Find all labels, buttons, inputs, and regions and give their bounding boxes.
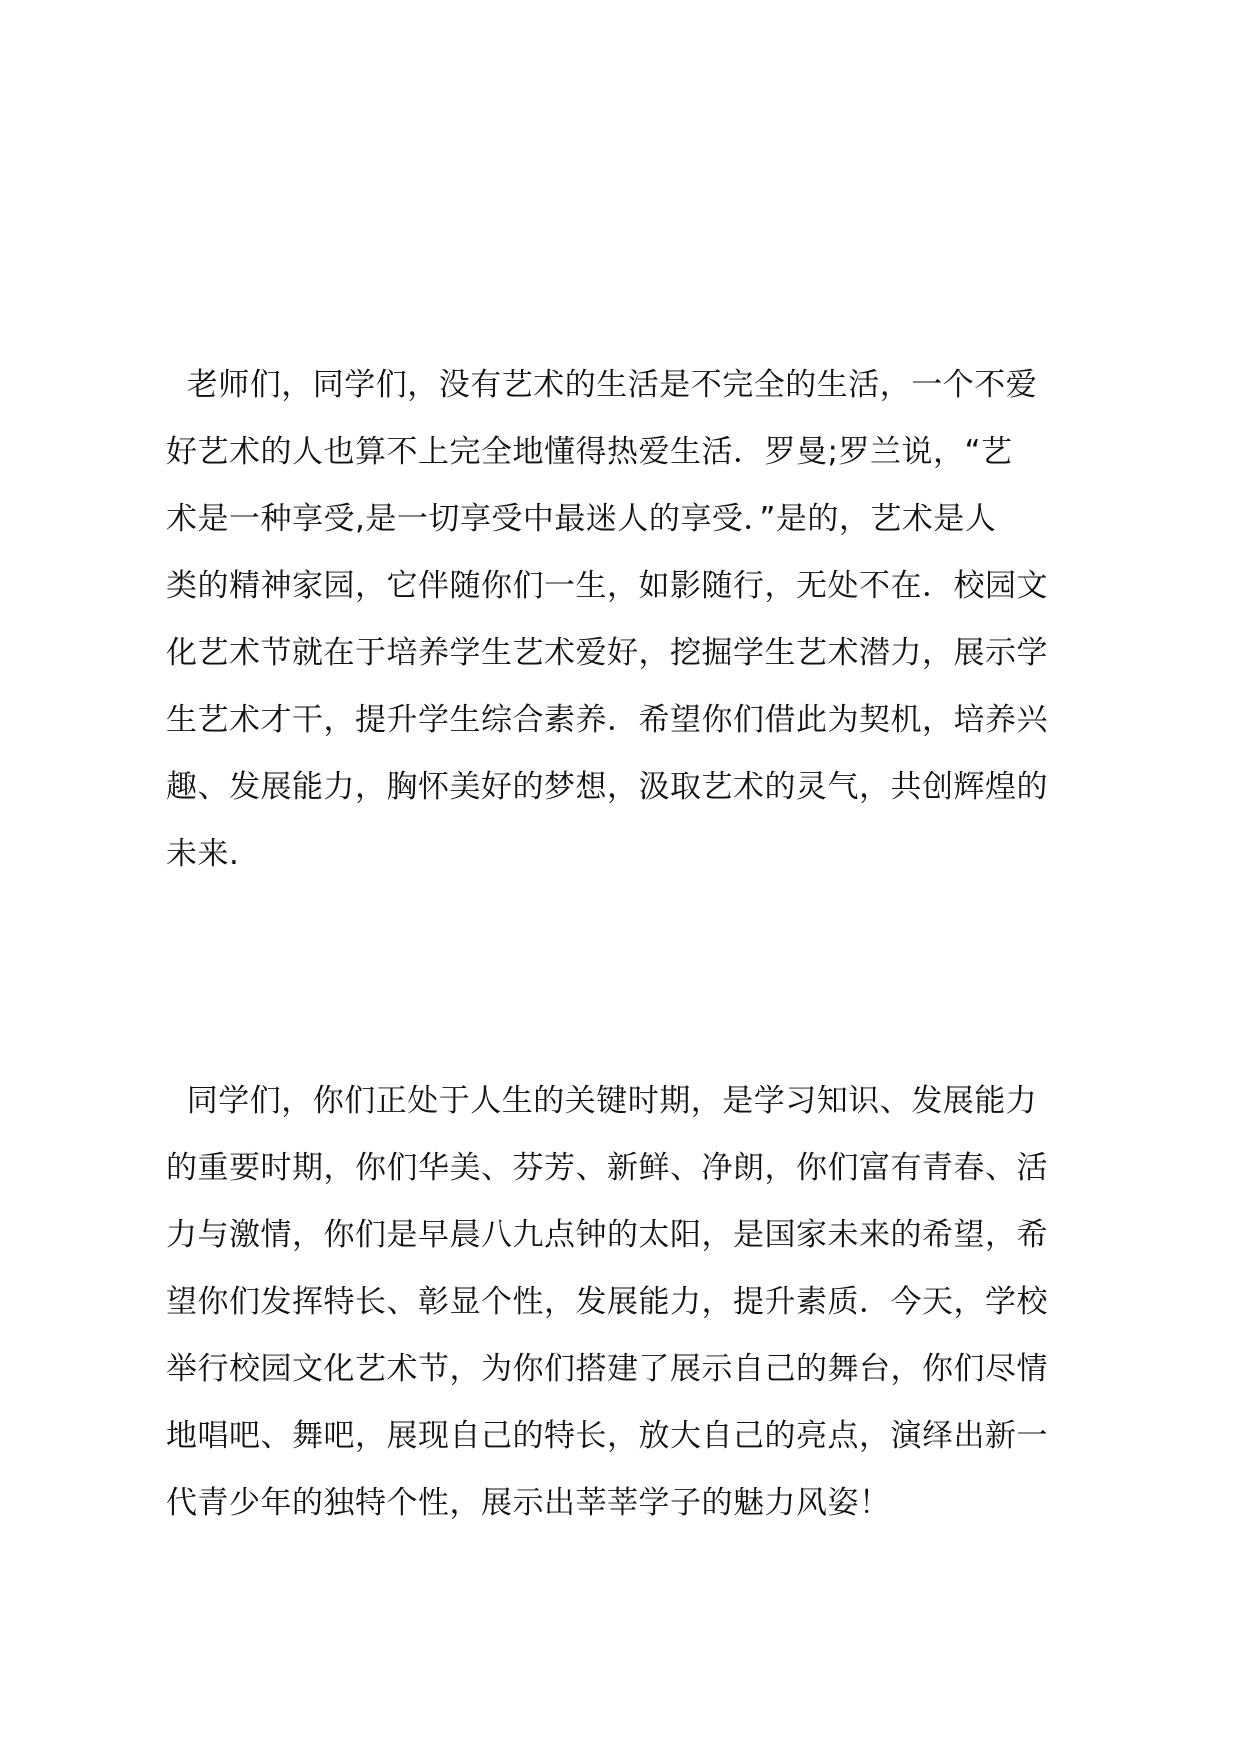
- paragraph-2-line-5: 举行校园文化艺术节，为你们搭建了展示自己的舞台，你们尽情: [166, 1351, 1048, 1387]
- paragraph-2-line-6: 地唱吧、舞吧，展现自己的特长，放大自己的亮点，演绎出新一: [166, 1418, 1048, 1454]
- paragraph-1-line-4: 类的精神家园，它伴随你们一生，如影随行，无处不在．校园文: [166, 568, 1048, 604]
- paragraph-1-line-8: 未来.: [166, 836, 240, 872]
- paragraph-2-line-4: 望你们发挥特长、彰显个性，发展能力，提升素质．今天，学校: [166, 1284, 1048, 1320]
- paragraph-2-line-2: 的重要时期，你们华美、芬芳、新鲜、净朗，你们富有青春、活: [166, 1150, 1048, 1186]
- paragraph-2: [166, 1068, 1096, 1537]
- paragraph-1-line-3: 术是一种享受,是一切享受中最迷人的享受．”是的，艺术是人: [166, 501, 997, 537]
- paragraph-1-line-7: 趣、发展能力，胸怀美好的梦想，汲取艺术的灵气，共创辉煌的: [166, 769, 1048, 805]
- paragraph-2-line-1: 同学们，你们正处于人生的关键时期，是学习知识、发展能力: [166, 1083, 1038, 1119]
- paragraph-2-line-7: 代青少年的独特个性，展示出莘莘学子的魅力风姿！: [166, 1485, 891, 1521]
- paragraph-1: [166, 352, 1096, 888]
- paragraph-1-line-6: 生艺术才干，提升学生综合素养．希望你们借此为契机，培养兴: [166, 702, 1048, 738]
- paragraph-1-line-2: 好艺术的人也算不上完全地懂得热爱生活．罗曼;罗兰说，“艺: [166, 434, 1013, 470]
- paragraph-2-line-3: 力与激情，你们是早晨八九点钟的太阳，是国家未来的希望，希: [166, 1217, 1048, 1253]
- paragraph-1-line-1: 老师们，同学们，没有艺术的生活是不完全的生活，一个不爱: [166, 367, 1038, 403]
- paragraph-1-line-5: 化艺术节就在于培养学生艺术爱好，挖掘学生艺术潜力，展示学: [166, 635, 1048, 671]
